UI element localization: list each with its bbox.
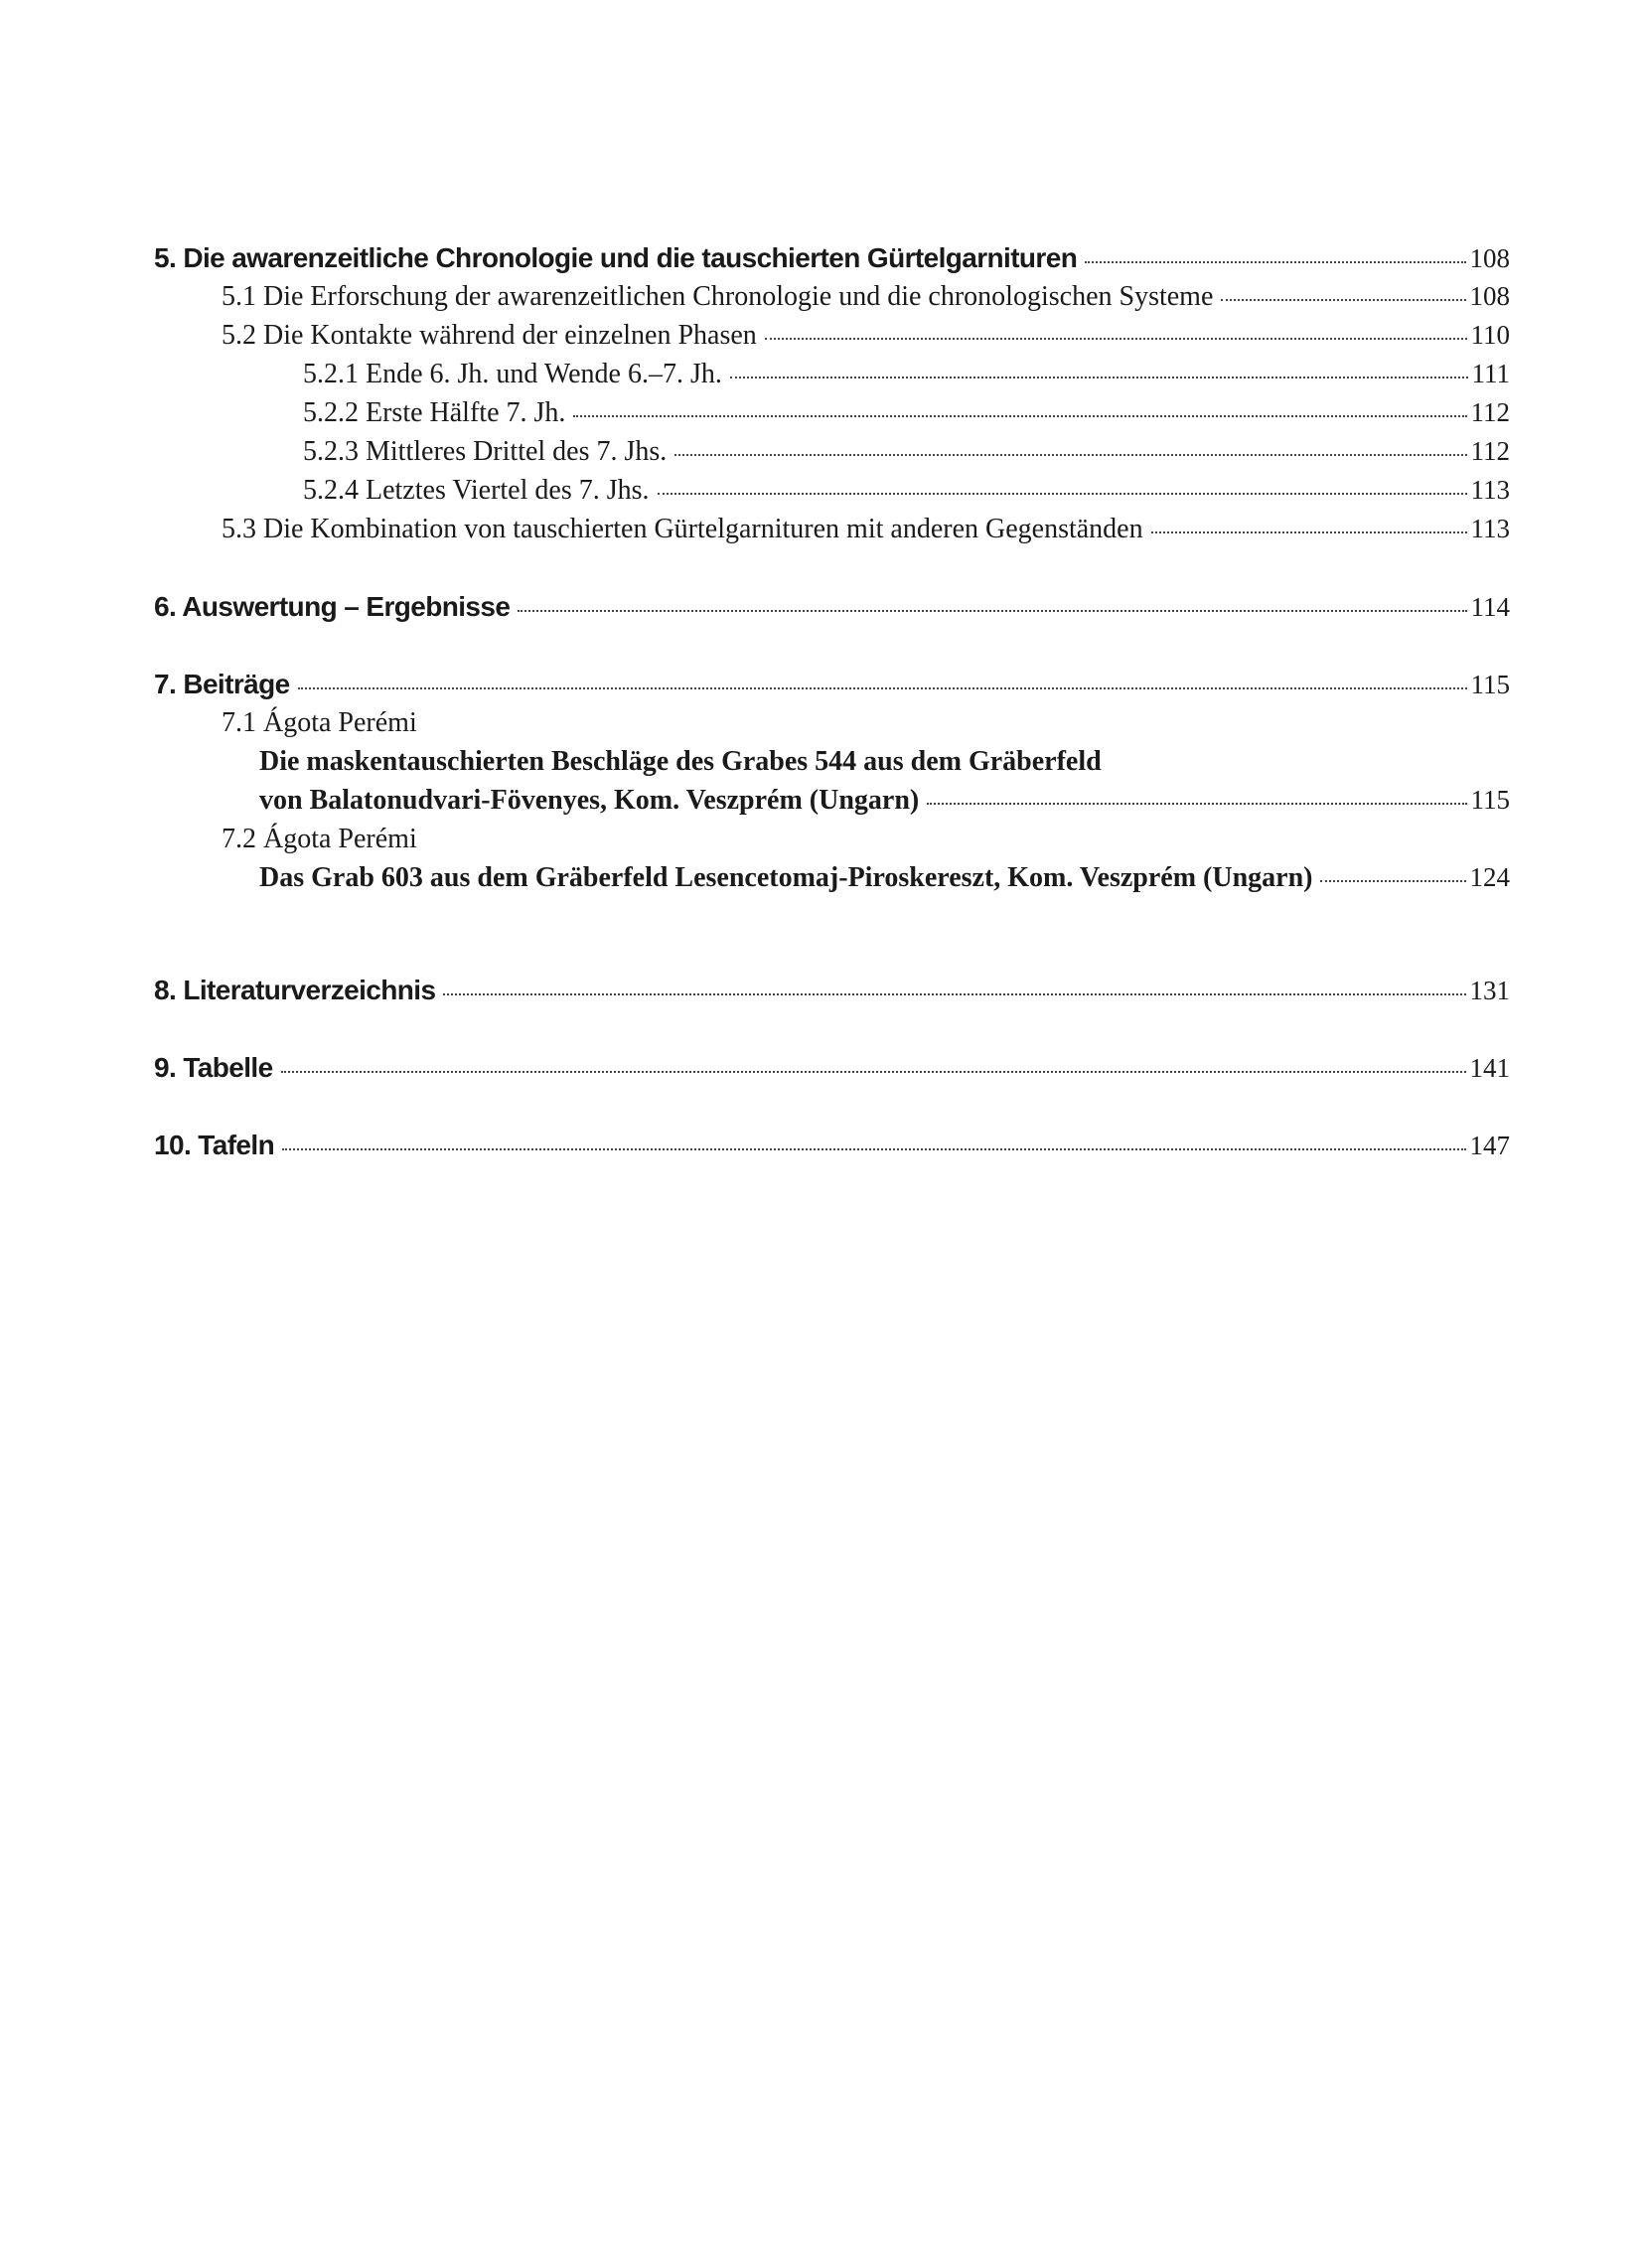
toc-page-number: 111 <box>1471 359 1510 388</box>
dot-leader <box>674 454 1466 456</box>
toc-entry-author: 7.1 Ágota Perémi <box>222 707 417 738</box>
toc-page-number: 141 <box>1469 1053 1510 1083</box>
toc-entry-label: 5.2.2 Erste Hälfte 7. Jh. <box>303 397 566 428</box>
toc-entry-label: 10. Tafeln <box>154 1130 275 1160</box>
toc-page-number: 108 <box>1469 281 1510 311</box>
spacer <box>154 548 1510 587</box>
dot-leader <box>765 338 1467 340</box>
toc-entry-5-2-1[interactable] <box>154 355 1510 393</box>
toc-entry-chapter-8[interactable] <box>154 971 1510 1009</box>
spacer <box>154 626 1510 665</box>
dot-leader <box>573 415 1466 417</box>
toc-page-number: 131 <box>1469 976 1510 1005</box>
toc-page-number: 113 <box>1470 475 1510 505</box>
spacer <box>154 1087 1510 1126</box>
toc-entry-chapter-7[interactable] <box>154 665 1510 703</box>
toc-entry-5-1[interactable] <box>154 277 1510 316</box>
toc-entry-label: 9. Tabelle <box>154 1052 273 1083</box>
dot-leader <box>298 687 1467 689</box>
dot-leader <box>281 1071 1466 1073</box>
toc-entry-chapter-6[interactable] <box>154 587 1510 626</box>
toc-entry-7-1-author <box>154 703 1510 742</box>
toc-entry-label: 6. Auswertung – Ergebnisse <box>154 591 511 622</box>
toc-page-number: 110 <box>1470 320 1510 350</box>
table-of-contents <box>154 238 1510 1164</box>
contribution-title: Die maskentauschierten Beschläge des Grabes 544 aus dem Gräberfeld <box>259 746 1102 777</box>
toc-entry-label: 8. Literaturverzeichnis <box>154 975 436 1005</box>
toc-entry-5-2[interactable] <box>154 316 1510 355</box>
contribution-title: Das Grab 603 aus dem Gräberfeld Lesencetomaj-Piroskereszt, Kom. Veszprém (Ungarn) <box>259 862 1313 893</box>
spacer <box>154 1009 1510 1048</box>
dot-leader <box>730 377 1468 378</box>
toc-entry-label: 7. Beiträge <box>154 669 290 699</box>
contribution-title: von Balatonudvari-Fövenyes, Kom. Veszprém (Ungarn) <box>259 785 920 816</box>
toc-entry-7-1[interactable] <box>154 781 1510 820</box>
toc-entry-label: 5.1 Die Erforschung der awarenzeitlichen Chronologie und die chronologischen Systeme <box>222 281 1214 312</box>
toc-entry-label: 5.2.3 Mittleres Drittel des 7. Jhs. <box>303 436 668 467</box>
dot-leader <box>927 803 1466 805</box>
toc-page-number: 115 <box>1470 785 1510 815</box>
toc-page-number: 115 <box>1470 670 1510 699</box>
toc-page-number: 147 <box>1469 1131 1510 1160</box>
toc-entry-label: 5.2.1 Ende 6. Jh. und Wende 6.–7. Jh. <box>303 359 722 389</box>
toc-entry-label: 5. Die awarenzeitliche Chronologie und die tauschierten Gürtelgarnituren <box>154 242 1078 273</box>
dot-leader <box>282 1148 1465 1150</box>
toc-page-number: 124 <box>1469 862 1510 892</box>
dot-leader <box>1320 880 1465 882</box>
toc-page-number: 114 <box>1470 592 1510 622</box>
toc-entry-chapter-10[interactable] <box>154 1126 1510 1164</box>
toc-entry-5-2-3[interactable] <box>154 432 1510 471</box>
toc-entry-7-1-title-line1[interactable] <box>154 742 1510 781</box>
dot-leader <box>443 993 1465 995</box>
toc-entry-5-3[interactable] <box>154 510 1510 548</box>
dot-leader <box>1085 261 1465 263</box>
toc-entry-chapter-9[interactable] <box>154 1048 1510 1087</box>
toc-entry-7-2-author <box>154 820 1510 858</box>
spacer <box>154 897 1510 971</box>
dot-leader <box>1151 531 1467 533</box>
toc-entry-7-2[interactable] <box>154 858 1510 897</box>
toc-entry-label: 5.2 Die Kontakte während der einzelnen Phasen <box>222 320 757 351</box>
toc-page-number: 112 <box>1470 397 1510 427</box>
toc-entry-author: 7.2 Ágota Perémi <box>222 824 417 854</box>
dot-leader <box>1221 299 1465 301</box>
toc-entry-label: 5.2.4 Letztes Viertel des 7. Jhs. <box>303 475 650 506</box>
toc-entry-label: 5.3 Die Kombination von tauschierten Gürtelgarnituren mit anderen Gegenständen <box>222 514 1143 544</box>
toc-entry-5-2-2[interactable] <box>154 393 1510 432</box>
toc-page-number: 112 <box>1470 436 1510 466</box>
dot-leader <box>518 610 1466 612</box>
toc-entry-5-2-4[interactable] <box>154 471 1510 510</box>
dot-leader <box>658 493 1467 495</box>
toc-entry-chapter-5[interactable] <box>154 238 1510 277</box>
toc-page-number: 113 <box>1470 514 1510 543</box>
toc-page-number: 108 <box>1469 243 1510 273</box>
